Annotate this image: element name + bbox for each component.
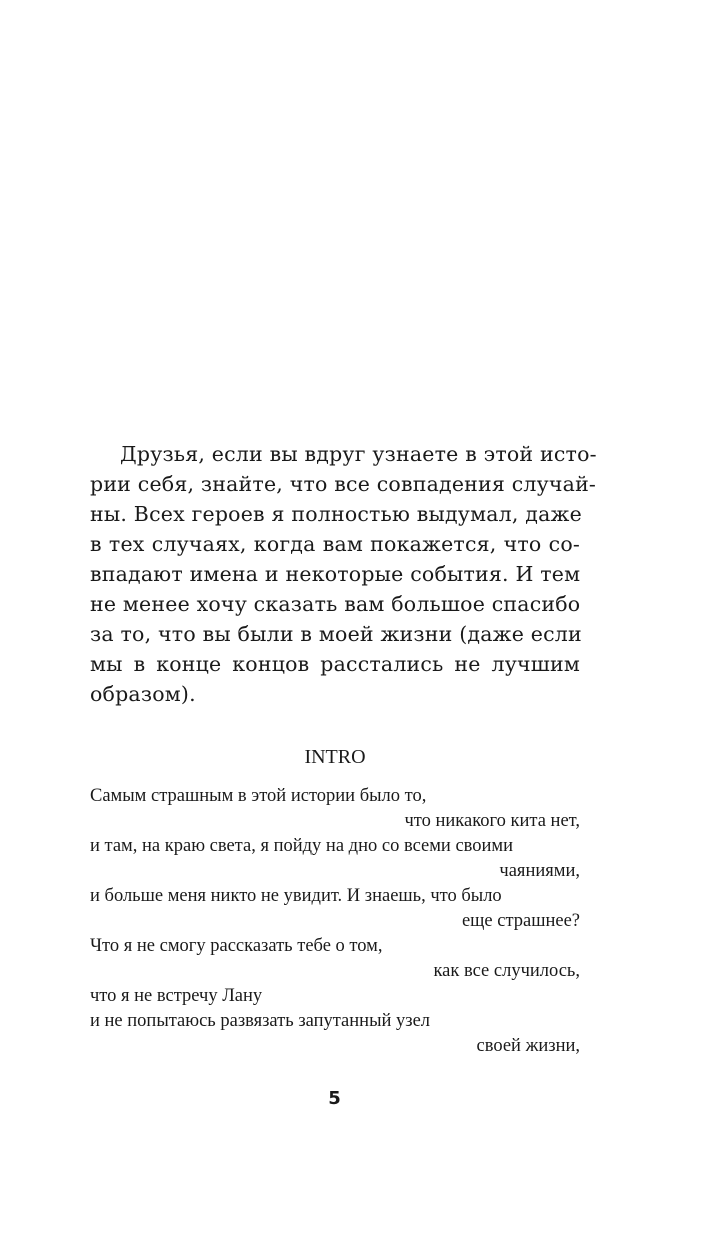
dedication-line: мы в конце концов расстались не лучшим [90, 652, 580, 676]
poem-line: и больше меня никто не увидит. И знаешь, что было [90, 886, 502, 906]
dedication-line: рии себя, знайте, что все совпадения случай- [90, 472, 597, 496]
poem-line: что я не встречу Лану [90, 986, 263, 1006]
poem-line: как все случилось, [433, 961, 580, 981]
dedication-line: в тех случаях, когда вам покажется, что со- [90, 532, 580, 556]
poem-line: что никакого кита нет, [404, 811, 580, 831]
poem-line: Что я не смогу рассказать тебе о том, [90, 936, 383, 956]
poem-line: и не попытаюсь развязать запутанный узел [90, 1011, 431, 1031]
dedication-line: Друзья, если вы вдруг узнаете в этой исто- [120, 442, 597, 466]
dedication-line: за то, что вы были в моей жизни (даже если [90, 622, 582, 646]
poem-line: и там, на краю света, я пойду на дно со всеми своими [90, 836, 514, 856]
dedication-line: ны. Всех героев я полностью выдумал, даже [90, 502, 582, 526]
poem-line: своей жизни, [476, 1036, 580, 1056]
poem-line: чаяниями, [499, 861, 580, 881]
dedication-line: образом). [90, 682, 196, 706]
page-number: 5 [328, 1088, 341, 1109]
poem-line: еще страшнее? [461, 911, 580, 931]
poem-line: Самым страшным в этой истории было то, [90, 786, 427, 806]
dedication-line: не менее хочу сказать вам большое спасибо [90, 592, 581, 616]
intro-heading: INTRO [304, 746, 366, 768]
dedication-line: впадают имена и некоторые события. И тем [90, 562, 581, 586]
